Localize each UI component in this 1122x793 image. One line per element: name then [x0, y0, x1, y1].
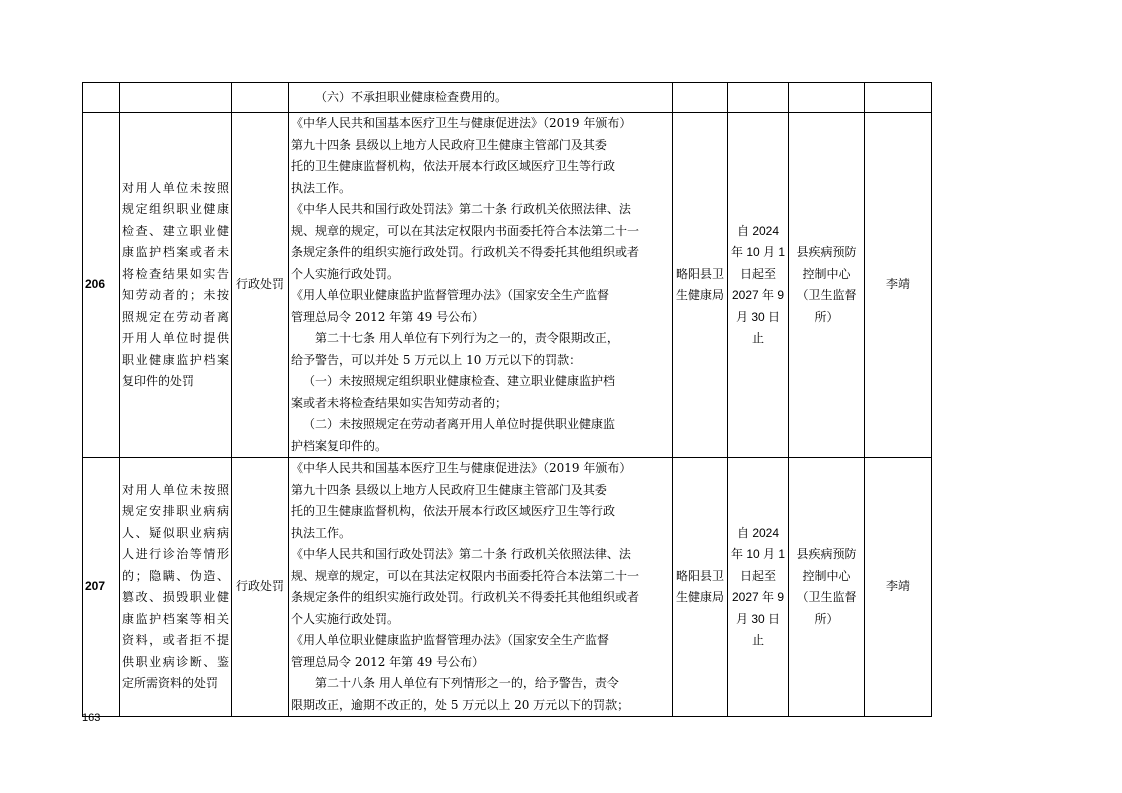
- period-cell: [728, 83, 789, 113]
- basis-line: 个人实施行政处罚。: [291, 611, 400, 626]
- basis-line: 限期改正，逾期不改正的，处 5 万元以上 20 万元以下的罚款；: [291, 697, 630, 712]
- category: 行政处罚: [232, 113, 289, 458]
- basis-line: 条规定条件的组织实施行政处罚。行政机关不得委托其他组织或者: [291, 590, 640, 604]
- basis-line: 执法工作。: [291, 180, 352, 195]
- basis-line: 《中华人民共和国行政处罚法》第二十条 行政机关依照法律、法: [291, 547, 631, 561]
- authorization-table: [82, 82, 932, 717]
- period: 自 2024 年 10 月 1 日起至 2027 年 9 月 30 日止: [728, 113, 789, 458]
- entrusted-org-cell: [789, 83, 865, 113]
- basis-line: 第二十八条 用人单位有下列情形之一的，给予警告，责令: [315, 676, 619, 690]
- basis-line: （一）未按照规定组织职业健康检查、建立职业健康监护档: [303, 374, 616, 388]
- entrusted-org: 县疾病预防控制中心（卫生监督所）: [789, 113, 865, 458]
- basis-line: 管理总局令 2012 年第 49 号公布）: [291, 309, 485, 324]
- entrusting-org: 略阳县卫生健康局: [673, 458, 728, 717]
- row-number: 206: [83, 113, 120, 458]
- basis-cell: [289, 83, 673, 113]
- basis-line: 规、规章的规定，可以在其法定权限内书面委托符合本法第二十一: [291, 568, 640, 583]
- period: 自 2024 年 10 月 1 日起至 2027 年 9 月 30 日止: [728, 458, 789, 717]
- basis-line: 第二十七条 用人单位有下列行为之一的，责令限期改正，: [315, 331, 619, 345]
- category: 行政处罚: [232, 458, 289, 717]
- basis-line: 护档案复印件的。: [291, 438, 388, 453]
- basis-line: 给予警告，可以并处 5 万元以上 10 万元以下的罚款：: [291, 352, 582, 367]
- basis-line: 《用人单位职业健康监护监督管理办法》（国家安全生产监督: [291, 633, 610, 647]
- continued-row: [83, 83, 932, 113]
- basis-line: 第九十四条 县级以上地方人民政府卫生健康主管部门及其委: [291, 137, 607, 152]
- item-name-cell: [120, 83, 232, 113]
- entrusting-org-cell: [673, 83, 728, 113]
- basis-line: 第九十四条 县级以上地方人民政府卫生健康主管部门及其委: [291, 482, 607, 497]
- item-name: 对用人单位未按照规定组织职业健康检查、建立职业健康监护档案或者未将检查结果如实告知劳动者的；未按照规定在劳动者离开用人单位时提供职业健康监护档案复印件的处罚: [120, 113, 232, 458]
- basis-line: 条规定条件的组织实施行政处罚。行政机关不得委托其他组织或者: [291, 245, 640, 259]
- basis-cell: [289, 113, 673, 458]
- number-cell: [83, 83, 120, 113]
- basis-line: 案或者未将检查结果如实告知劳动者的；: [291, 395, 508, 410]
- basis-line: 《中华人民共和国基本医疗卫生与健康促进法》（2019 年颁布）: [291, 461, 632, 475]
- basis-line: （六）不承担职业健康检查费用的。: [315, 89, 508, 104]
- basis-cell: [289, 458, 673, 717]
- entrusting-org: 略阳县卫生健康局: [673, 113, 728, 458]
- basis-line: 管理总局令 2012 年第 49 号公布）: [291, 654, 485, 669]
- entrusted-org: 县疾病预防控制中心（卫生监督所）: [789, 458, 865, 717]
- basis-line: 规、规章的规定，可以在其法定权限内书面委托符合本法第二十一: [291, 223, 640, 238]
- category-cell: [232, 83, 289, 113]
- person: 李靖: [865, 458, 932, 717]
- table-row: [83, 458, 932, 717]
- person: 李靖: [865, 113, 932, 458]
- row-number: 207: [83, 458, 120, 717]
- basis-line: 托的卫生健康监督机构，依法开展本行政区域医疗卫生等行政: [291, 504, 616, 518]
- basis-line: 执法工作。: [291, 525, 352, 540]
- page-number: 163: [82, 712, 101, 724]
- table-row: [83, 113, 932, 458]
- basis-line: 托的卫生健康监督机构，依法开展本行政区域医疗卫生等行政: [291, 159, 616, 173]
- basis-line: 《用人单位职业健康监护监督管理办法》（国家安全生产监督: [291, 288, 610, 302]
- basis-line: 个人实施行政处罚。: [291, 266, 400, 281]
- item-name: 对用人单位未按照规定安排职业病病人、疑似职业病病人进行诊治等情形的；隐瞒、伪造、篡改、损毁职业健康监护档案等相关资料，或者拒不提供职业病诊断、鉴定所需资料的处罚: [120, 458, 232, 717]
- person-cell: [865, 83, 932, 113]
- basis-line: （二）未按照规定在劳动者离开用人单位时提供职业健康监: [303, 417, 616, 431]
- basis-line: 《中华人民共和国行政处罚法》第二十条 行政机关依照法律、法: [291, 202, 631, 216]
- basis-line: 《中华人民共和国基本医疗卫生与健康促进法》（2019 年颁布）: [291, 116, 632, 130]
